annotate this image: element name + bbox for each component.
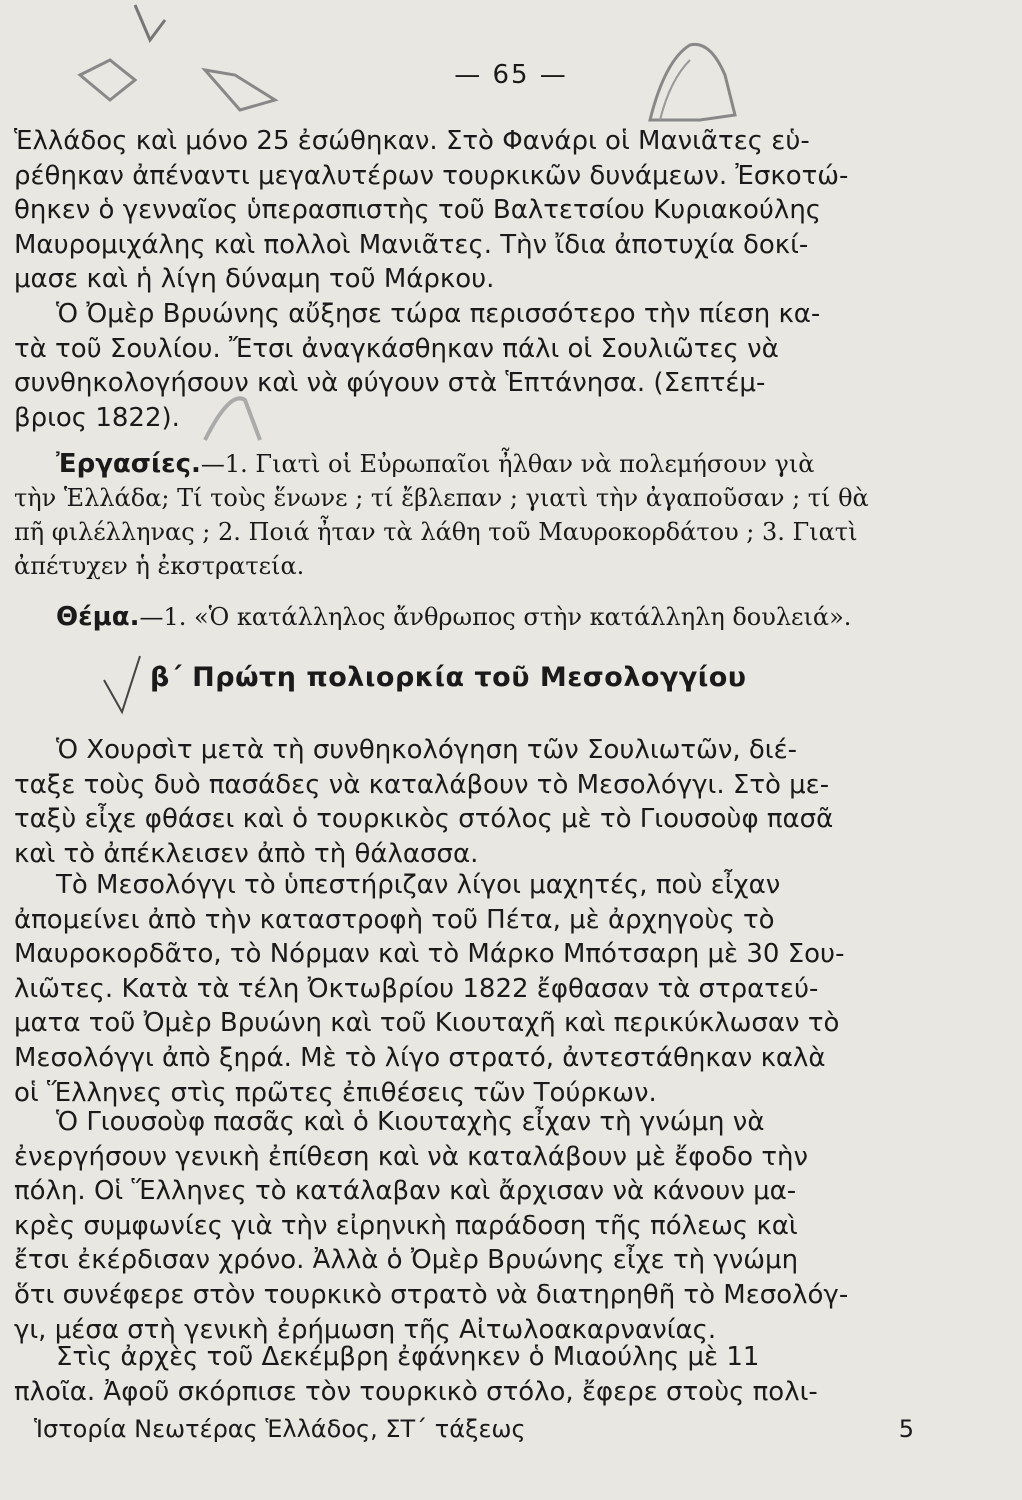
paragraph-1 (14, 124, 1014, 297)
paragraph-5 (14, 1105, 1014, 1347)
check-mark (98, 650, 146, 720)
text-line: ὅτι συνέφερε στὸν τουρκικὸ στρατὸ νὰ διατηρηθῆ τὸ Μεσολόγ- (14, 1279, 849, 1310)
text-line: μασε καὶ ἡ λίγη δύναμη τοῦ Μάρκου. (14, 264, 495, 295)
footer-book-title: Ἱστορία Νεωτέρας Ἑλλάδος, ΣΤ΄ τάξεως (34, 1415, 526, 1443)
section-heading: β΄ Πρώτη πολιορκία τοῦ Μεσολογγίου (150, 662, 747, 693)
text-line: κρὲς συμφωνίες γιὰ τὴν εἰρηνικὴ παράδοση τῆς πόλεως καὶ (14, 1210, 798, 1241)
paragraph-4 (14, 868, 1014, 1110)
text-line: ματα τοῦ Ὀμὲρ Βρυώνη καὶ τοῦ Κιουταχῆ καὶ περικύκλωσαν τὸ (14, 1008, 840, 1039)
text-line: γι, μέσα στὴ γενικὴ ἐρήμωση τῆς Αἰτωλοακαρνανίας. (14, 1314, 717, 1345)
text-line: Ὁ Χουρσὶτ μετὰ τὴ συνθηκολόγηση τῶν Σουλιωτῶν, διέ- (56, 735, 798, 765)
footer-signature: 5 (898, 1415, 914, 1443)
text-line: ἐνεργήσουν γενικὴ ἐπίθεση καὶ νὰ καταλάβουν μὲ ἔφοδο τὴν (14, 1141, 809, 1172)
text-line: ἀπέτυχεν ἡ ἐκστρατεία. (14, 552, 305, 580)
theme-label: Θέμα. (56, 602, 140, 632)
text-line: Ὁ Ὀμὲρ Βρυώνης αὔξησε τώρα περισσότερο τὴν πίεση κα- (56, 299, 821, 329)
text-line: οἱ Ἕλληνες στὶς πρῶτες ἐπιθέσεις τῶν Τούρκων. (14, 1077, 657, 1108)
text-line: καὶ τὸ ἀπέκλεισεν ἀπὸ τὴ θάλασσα. (14, 838, 479, 869)
text-line: Ὁ Γιουσοὺφ πασᾶς καὶ ὁ Κιουταχὴς εἶχαν τὴ γνώμη νὰ (56, 1107, 765, 1137)
paragraph-3 (14, 733, 1014, 871)
text-line: Στὶς ἀρχὲς τοῦ Δεκέμβρη ἐφάνηκεν ὁ Μιαούλης μὲ 11 (56, 1342, 760, 1372)
theme-block (14, 600, 1014, 634)
text-line: ταξὺ εἶχε φθάσει καὶ ὁ τουρκικὸς στόλος μὲ τὸ Γιουσοὺφ πασᾶ (14, 804, 834, 835)
paragraph-2 (14, 297, 1014, 435)
text-line: ἀπομείνει ἀπὸ τὴν καταστροφὴ τοῦ Πέτα, μὲ ἀρχηγοὺς τὸ (14, 904, 775, 935)
text-line: λιῶτες. Κατὰ τὰ τέλη Ὀκτωβρίου 1822 ἔφθασαν τὰ στρατεύ- (14, 973, 819, 1004)
theme-text: —1. «Ὁ κατάλληλος ἄνθρωπος στὴν κατάλληλη δουλειά». (139, 603, 852, 631)
page-number: — 65 — (454, 60, 568, 90)
text-line: ἔτσι ἐκέρδισαν χρόνο. Ἀλλὰ ὁ Ὀμὲρ Βρυώνης εἶχε τὴ γνώμη (14, 1245, 799, 1276)
paragraph-6 (14, 1340, 1014, 1409)
text-line: Μαυροκορδᾶτο, τὸ Νόρμαν καὶ τὸ Μάρκο Μπότσαρη μὲ 30 Σου- (14, 939, 845, 970)
text-line: θηκεν ὁ γενναῖος ὑπερασπιστὴς τοῦ Βαλτετσίου Κυριακούλης (14, 195, 822, 226)
text-line: Τὸ Μεσολόγγι τὸ ὑπεστήριζαν λίγοι μαχητές, ποὺ εἶχαν (56, 870, 781, 900)
text-line: τὴν Ἑλλάδα; Τί τοὺς ἕνωνε ; τί ἔβλεπαν ; γιατὶ τὴν ἀγαποῦσαν ; τί θὰ (14, 484, 869, 512)
text-line: πλοῖα. Ἀφοῦ σκόρπισε τὸν τουρκικὸ στόλο, ἔφερε στοὺς πολι- (14, 1376, 818, 1407)
text-line: συνθηκολογήσουν καὶ νὰ φύγουν στὰ Ἑπτάνησα. (Σεπτέμ- (14, 368, 766, 399)
text-line: ρέθηκαν ἀπέναντι μεγαλυτέρων τουρκικῶν δυνάμεων. Ἐσκοτώ- (14, 160, 849, 191)
text-line: ταξε τοὺς δυὸ πασάδες νὰ καταλάβουν τὸ Μεσολόγγι. Στὸ με- (14, 769, 830, 800)
text-line: τὰ τοῦ Σουλίου. Ἔτσι ἀναγκάσθηκαν πάλι οἱ Σουλιῶτες νὰ (14, 333, 779, 364)
text-line: πῆ φιλέλληνας ; 2. Ποιά ἦταν τὰ λάθη τοῦ Μαυροκορδάτου ; 3. Γιατὶ (14, 518, 858, 546)
text-line: Μεσολόγγι ἀπὸ ξηρά. Μὲ τὸ λίγο στρατό, ἀντεστάθηκαν καλὰ (14, 1042, 826, 1073)
text-line: Μαυρομιχάλης καὶ πολλοὶ Μανιᾶτες. Τὴν ἴδια ἀποτυχία δοκί- (14, 229, 809, 260)
text-line: —1. Γιατὶ οἱ Εὐρωπαῖοι ἦλθαν νὰ πολεμήσουν γιὰ (200, 450, 815, 478)
text-line: πόλη. Οἱ Ἕλληνες τὸ κατάλαβαν καὶ ἄρχισαν νὰ κάνουν μα- (14, 1176, 797, 1207)
exercises-label: Ἐργασίες. (56, 449, 201, 479)
text-line: Ἑλλάδος καὶ μόνο 25 ἐσώθηκαν. Στὸ Φανάρι οἱ Μανιᾶτες εὑ- (14, 126, 810, 156)
exercises-block (14, 447, 1014, 583)
text-line: βριος 1822). (14, 402, 180, 433)
